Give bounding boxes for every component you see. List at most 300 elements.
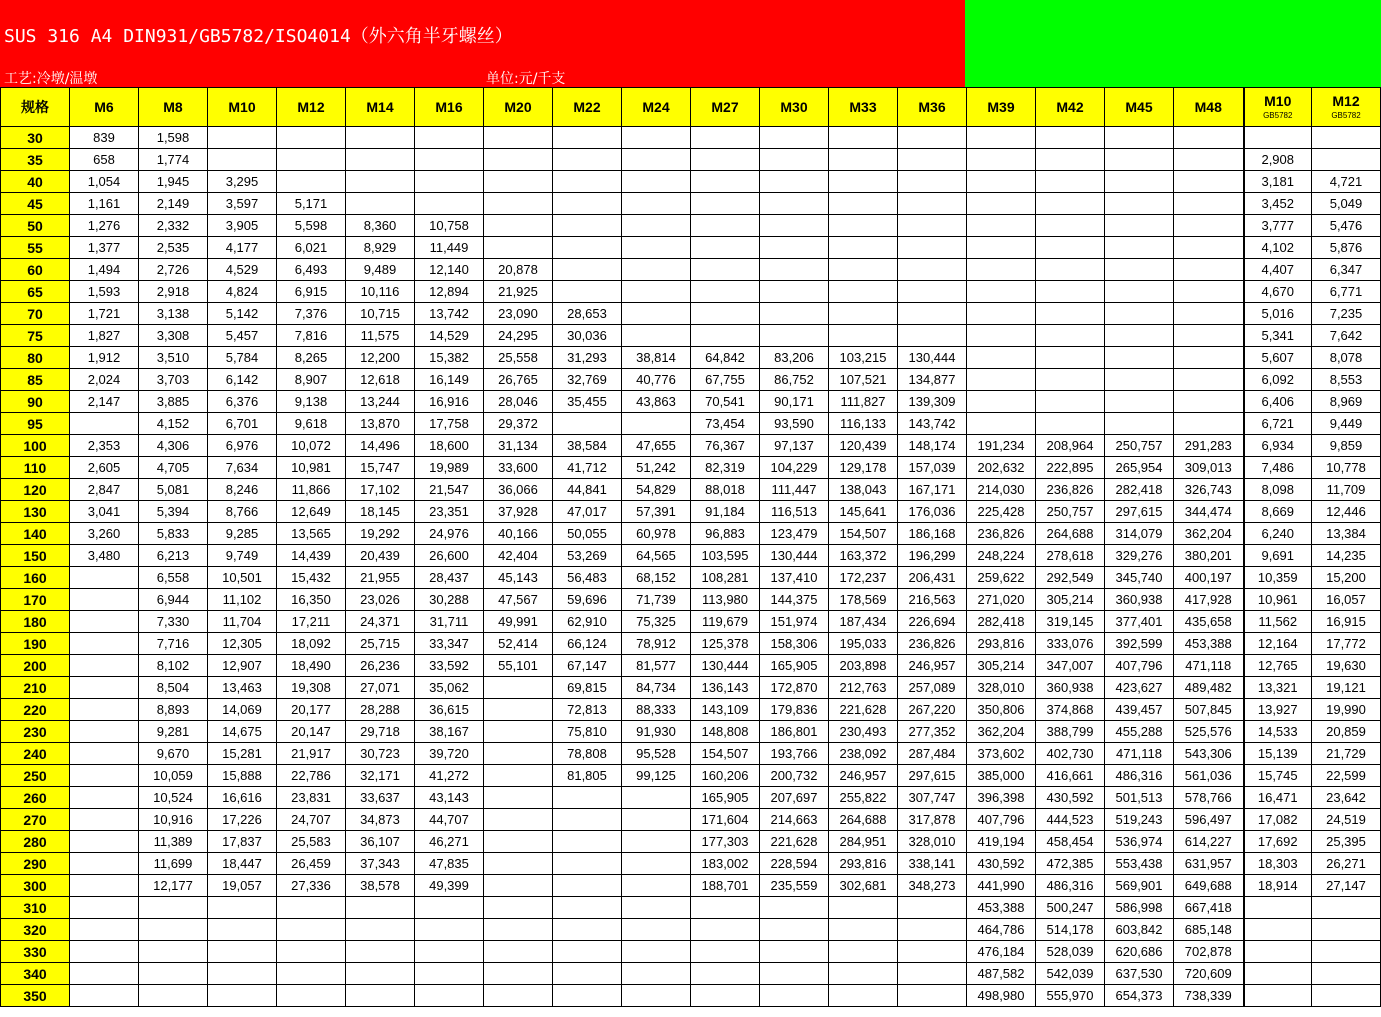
price-cell[interactable]: 291,283 [1174,435,1244,457]
price-cell[interactable] [691,963,760,985]
price-cell[interactable]: 4,177 [208,237,277,259]
price-cell[interactable] [1244,897,1312,919]
price-cell[interactable]: 32,171 [346,765,415,787]
price-cell[interactable]: 5,457 [208,325,277,347]
price-cell[interactable] [553,985,622,1007]
price-cell[interactable]: 4,529 [208,259,277,281]
price-cell[interactable]: 51,242 [622,457,691,479]
price-cell[interactable]: 498,980 [967,985,1036,1007]
price-cell[interactable]: 839 [70,127,139,149]
row-length-cell[interactable]: 340 [1,963,70,985]
price-cell[interactable]: 52,414 [484,633,553,655]
price-cell[interactable]: 578,766 [1174,787,1244,809]
price-cell[interactable]: 24,371 [346,611,415,633]
price-cell[interactable]: 11,389 [139,831,208,853]
row-length-cell[interactable]: 80 [1,347,70,369]
price-cell[interactable] [346,919,415,941]
price-cell[interactable]: 176,036 [898,501,967,523]
price-cell[interactable]: 12,765 [1244,655,1312,677]
price-cell[interactable]: 402,730 [1036,743,1105,765]
price-cell[interactable]: 11,562 [1244,611,1312,633]
price-cell[interactable] [139,963,208,985]
price-cell[interactable] [1174,413,1244,435]
price-cell[interactable] [967,215,1036,237]
row-length-cell[interactable]: 100 [1,435,70,457]
price-cell[interactable] [829,259,898,281]
price-cell[interactable]: 8,893 [139,699,208,721]
row-length-cell[interactable]: 220 [1,699,70,721]
price-cell[interactable]: 586,998 [1105,897,1174,919]
price-cell[interactable]: 59,696 [553,589,622,611]
price-cell[interactable]: 1,827 [70,325,139,347]
row-length-cell[interactable]: 150 [1,545,70,567]
price-cell[interactable]: 20,439 [346,545,415,567]
price-cell[interactable]: 30,288 [415,589,484,611]
price-cell[interactable]: 172,870 [760,677,829,699]
price-cell[interactable]: 43,143 [415,787,484,809]
price-cell[interactable]: 362,204 [967,721,1036,743]
price-cell[interactable]: 4,407 [1244,259,1312,281]
price-cell[interactable]: 631,957 [1174,853,1244,875]
price-cell[interactable] [277,941,346,963]
price-cell[interactable]: 75,810 [553,721,622,743]
price-cell[interactable]: 297,615 [898,765,967,787]
price-cell[interactable] [277,985,346,1007]
price-cell[interactable] [829,237,898,259]
price-cell[interactable]: 476,184 [967,941,1036,963]
price-cell[interactable]: 20,177 [277,699,346,721]
price-cell[interactable]: 10,501 [208,567,277,589]
price-cell[interactable] [1036,303,1105,325]
price-cell[interactable] [277,127,346,149]
price-cell[interactable] [967,281,1036,303]
price-cell[interactable]: 20,878 [484,259,553,281]
price-cell[interactable] [898,149,967,171]
price-cell[interactable]: 236,826 [1036,479,1105,501]
price-cell[interactable] [1036,391,1105,413]
price-cell[interactable]: 9,749 [208,545,277,567]
price-cell[interactable]: 14,069 [208,699,277,721]
price-cell[interactable] [70,897,139,919]
price-cell[interactable]: 4,670 [1244,281,1312,303]
price-cell[interactable] [346,149,415,171]
price-cell[interactable]: 8,553 [1312,369,1381,391]
price-cell[interactable]: 47,655 [622,435,691,457]
price-cell[interactable] [622,325,691,347]
row-length-cell[interactable]: 160 [1,567,70,589]
price-cell[interactable]: 15,382 [415,347,484,369]
price-cell[interactable] [760,259,829,281]
price-cell[interactable]: 333,076 [1036,633,1105,655]
price-cell[interactable]: 75,325 [622,611,691,633]
price-cell[interactable] [208,963,277,985]
price-cell[interactable]: 7,376 [277,303,346,325]
row-length-cell[interactable]: 30 [1,127,70,149]
price-cell[interactable]: 1,377 [70,237,139,259]
price-cell[interactable]: 15,745 [1244,765,1312,787]
price-cell[interactable]: 654,373 [1105,985,1174,1007]
price-cell[interactable] [484,941,553,963]
price-cell[interactable] [1174,369,1244,391]
price-cell[interactable]: 2,847 [70,479,139,501]
price-cell[interactable]: 24,976 [415,523,484,545]
price-cell[interactable]: 172,237 [829,567,898,589]
price-cell[interactable] [70,721,139,743]
price-cell[interactable]: 255,822 [829,787,898,809]
price-cell[interactable]: 37,343 [346,853,415,875]
price-cell[interactable]: 8,669 [1244,501,1312,523]
price-cell[interactable]: 97,137 [760,435,829,457]
price-cell[interactable]: 148,174 [898,435,967,457]
price-cell[interactable]: 500,247 [1036,897,1105,919]
price-cell[interactable] [1174,391,1244,413]
price-cell[interactable] [829,985,898,1007]
price-cell[interactable]: 111,447 [760,479,829,501]
price-cell[interactable] [277,919,346,941]
price-cell[interactable]: 178,569 [829,589,898,611]
price-cell[interactable] [484,831,553,853]
price-cell[interactable]: 160,206 [691,765,760,787]
price-cell[interactable]: 67,755 [691,369,760,391]
price-cell[interactable] [484,127,553,149]
price-cell[interactable] [1174,325,1244,347]
price-cell[interactable]: 10,961 [1244,589,1312,611]
price-cell[interactable]: 9,618 [277,413,346,435]
price-cell[interactable]: 282,418 [1105,479,1174,501]
price-cell[interactable]: 5,171 [277,193,346,215]
price-cell[interactable]: 542,039 [1036,963,1105,985]
price-cell[interactable] [829,281,898,303]
price-cell[interactable]: 7,642 [1312,325,1381,347]
price-cell[interactable]: 144,375 [760,589,829,611]
price-cell[interactable]: 49,991 [484,611,553,633]
price-cell[interactable]: 158,306 [760,633,829,655]
price-cell[interactable] [898,963,967,985]
price-cell[interactable]: 5,607 [1244,347,1312,369]
price-cell[interactable]: 18,914 [1244,875,1312,897]
price-cell[interactable]: 29,372 [484,413,553,435]
price-cell[interactable] [1105,149,1174,171]
price-cell[interactable]: 221,628 [829,699,898,721]
row-length-cell[interactable]: 310 [1,897,70,919]
price-cell[interactable]: 123,479 [760,523,829,545]
price-cell[interactable] [622,171,691,193]
price-cell[interactable]: 464,786 [967,919,1036,941]
price-cell[interactable] [70,875,139,897]
price-cell[interactable]: 458,454 [1036,831,1105,853]
price-cell[interactable] [553,831,622,853]
price-cell[interactable]: 5,081 [139,479,208,501]
price-cell[interactable]: 407,796 [1105,655,1174,677]
price-cell[interactable] [760,303,829,325]
price-cell[interactable]: 54,829 [622,479,691,501]
price-cell[interactable]: 282,418 [967,611,1036,633]
price-cell[interactable]: 30,723 [346,743,415,765]
price-cell[interactable] [760,963,829,985]
price-cell[interactable]: 96,883 [691,523,760,545]
price-cell[interactable]: 36,107 [346,831,415,853]
price-cell[interactable]: 14,533 [1244,721,1312,743]
price-cell[interactable] [898,237,967,259]
price-cell[interactable]: 17,211 [277,611,346,633]
price-cell[interactable]: 14,675 [208,721,277,743]
price-cell[interactable]: 1,598 [139,127,208,149]
price-cell[interactable]: 3,885 [139,391,208,413]
price-cell[interactable]: 22,599 [1312,765,1381,787]
price-cell[interactable]: 1,721 [70,303,139,325]
price-cell[interactable]: 528,039 [1036,941,1105,963]
price-cell[interactable]: 317,878 [898,809,967,831]
price-cell[interactable] [967,303,1036,325]
price-cell[interactable] [622,919,691,941]
price-cell[interactable]: 21,917 [277,743,346,765]
price-cell[interactable]: 3,138 [139,303,208,325]
price-cell[interactable]: 6,771 [1312,281,1381,303]
price-cell[interactable]: 702,878 [1174,941,1244,963]
price-cell[interactable] [484,787,553,809]
price-cell[interactable]: 16,916 [415,391,484,413]
row-length-cell[interactable]: 230 [1,721,70,743]
price-cell[interactable]: 344,474 [1174,501,1244,523]
price-cell[interactable]: 419,194 [967,831,1036,853]
price-cell[interactable]: 12,140 [415,259,484,281]
price-cell[interactable] [70,831,139,853]
price-cell[interactable]: 36,066 [484,479,553,501]
price-cell[interactable]: 360,938 [1036,677,1105,699]
price-cell[interactable]: 21,955 [346,567,415,589]
price-cell[interactable] [277,897,346,919]
price-cell[interactable] [1244,963,1312,985]
price-cell[interactable] [622,963,691,985]
price-cell[interactable]: 26,271 [1312,853,1381,875]
price-cell[interactable]: 1,593 [70,281,139,303]
price-cell[interactable] [484,853,553,875]
price-cell[interactable]: 62,910 [553,611,622,633]
price-cell[interactable] [691,193,760,215]
price-cell[interactable]: 154,507 [691,743,760,765]
price-cell[interactable]: 620,686 [1105,941,1174,963]
price-cell[interactable]: 257,089 [898,677,967,699]
price-cell[interactable]: 444,523 [1036,809,1105,831]
price-cell[interactable] [1174,259,1244,281]
price-cell[interactable]: 1,161 [70,193,139,215]
price-cell[interactable] [70,919,139,941]
price-cell[interactable] [622,215,691,237]
price-cell[interactable]: 292,549 [1036,567,1105,589]
price-cell[interactable] [346,171,415,193]
price-cell[interactable] [1036,215,1105,237]
price-cell[interactable] [139,897,208,919]
price-cell[interactable] [622,985,691,1007]
price-cell[interactable] [1036,325,1105,347]
price-cell[interactable]: 56,483 [553,567,622,589]
price-cell[interactable] [70,787,139,809]
price-cell[interactable]: 441,990 [967,875,1036,897]
price-cell[interactable]: 25,715 [346,633,415,655]
price-cell[interactable] [829,325,898,347]
price-cell[interactable]: 4,306 [139,435,208,457]
price-cell[interactable]: 68,152 [622,567,691,589]
price-cell[interactable]: 23,090 [484,303,553,325]
price-cell[interactable]: 230,493 [829,721,898,743]
price-cell[interactable] [1244,941,1312,963]
price-cell[interactable]: 6,944 [139,589,208,611]
price-cell[interactable]: 555,970 [1036,985,1105,1007]
price-cell[interactable] [1105,347,1174,369]
price-cell[interactable]: 40,166 [484,523,553,545]
price-cell[interactable]: 5,876 [1312,237,1381,259]
price-cell[interactable] [70,963,139,985]
price-cell[interactable]: 91,930 [622,721,691,743]
price-cell[interactable]: 259,622 [967,567,1036,589]
price-cell[interactable]: 222,895 [1036,457,1105,479]
price-cell[interactable]: 18,447 [208,853,277,875]
price-cell[interactable]: 35,062 [415,677,484,699]
price-cell[interactable]: 84,734 [622,677,691,699]
row-length-cell[interactable]: 260 [1,787,70,809]
price-cell[interactable] [622,897,691,919]
price-cell[interactable]: 25,558 [484,347,553,369]
price-cell[interactable]: 11,699 [139,853,208,875]
price-cell[interactable]: 72,813 [553,699,622,721]
price-cell[interactable]: 207,697 [760,787,829,809]
price-cell[interactable]: 553,438 [1105,853,1174,875]
row-length-cell[interactable]: 210 [1,677,70,699]
price-cell[interactable]: 28,046 [484,391,553,413]
price-cell[interactable]: 186,801 [760,721,829,743]
price-cell[interactable]: 5,016 [1244,303,1312,325]
price-cell[interactable]: 17,837 [208,831,277,853]
price-cell[interactable] [967,347,1036,369]
price-cell[interactable]: 37,928 [484,501,553,523]
price-cell[interactable]: 20,859 [1312,721,1381,743]
price-cell[interactable] [139,941,208,963]
price-cell[interactable]: 2,147 [70,391,139,413]
price-cell[interactable]: 7,716 [139,633,208,655]
price-cell[interactable]: 2,535 [139,237,208,259]
price-cell[interactable] [553,875,622,897]
price-cell[interactable] [691,303,760,325]
price-cell[interactable]: 1,276 [70,215,139,237]
price-cell[interactable] [1312,985,1381,1007]
price-cell[interactable] [553,853,622,875]
price-cell[interactable]: 543,306 [1174,743,1244,765]
price-cell[interactable] [1312,941,1381,963]
price-cell[interactable]: 396,398 [967,787,1036,809]
price-cell[interactable]: 4,152 [139,413,208,435]
price-cell[interactable]: 17,226 [208,809,277,831]
price-cell[interactable]: 236,826 [898,633,967,655]
price-cell[interactable]: 40,776 [622,369,691,391]
price-cell[interactable]: 7,816 [277,325,346,347]
price-cell[interactable]: 11,866 [277,479,346,501]
price-cell[interactable]: 13,244 [346,391,415,413]
price-cell[interactable]: 36,615 [415,699,484,721]
price-cell[interactable]: 345,740 [1105,567,1174,589]
price-cell[interactable]: 15,200 [1312,567,1381,589]
price-cell[interactable] [1105,281,1174,303]
price-cell[interactable] [691,919,760,941]
price-cell[interactable] [346,985,415,1007]
price-cell[interactable]: 8,504 [139,677,208,699]
price-cell[interactable]: 31,293 [553,347,622,369]
price-cell[interactable]: 5,394 [139,501,208,523]
price-cell[interactable]: 19,308 [277,677,346,699]
price-cell[interactable]: 3,480 [70,545,139,567]
price-cell[interactable]: 2,024 [70,369,139,391]
price-cell[interactable] [415,193,484,215]
price-cell[interactable]: 113,980 [691,589,760,611]
price-cell[interactable] [553,127,622,149]
price-cell[interactable] [760,919,829,941]
price-cell[interactable] [1036,259,1105,281]
price-cell[interactable]: 18,600 [415,435,484,457]
price-cell[interactable]: 196,299 [898,545,967,567]
price-cell[interactable] [1312,919,1381,941]
price-cell[interactable] [553,171,622,193]
price-cell[interactable] [1036,193,1105,215]
price-cell[interactable]: 5,142 [208,303,277,325]
price-cell[interactable] [1105,303,1174,325]
price-cell[interactable]: 33,592 [415,655,484,677]
price-cell[interactable]: 486,316 [1105,765,1174,787]
price-cell[interactable] [622,875,691,897]
price-cell[interactable] [691,149,760,171]
price-cell[interactable]: 8,766 [208,501,277,523]
price-cell[interactable]: 83,206 [760,347,829,369]
price-cell[interactable]: 8,929 [346,237,415,259]
price-cell[interactable] [484,193,553,215]
price-cell[interactable]: 18,490 [277,655,346,677]
price-cell[interactable]: 614,227 [1174,831,1244,853]
price-cell[interactable]: 5,833 [139,523,208,545]
price-cell[interactable]: 34,873 [346,809,415,831]
price-cell[interactable]: 214,030 [967,479,1036,501]
price-cell[interactable]: 302,681 [829,875,898,897]
price-cell[interactable]: 246,957 [829,765,898,787]
price-cell[interactable]: 23,642 [1312,787,1381,809]
price-cell[interactable]: 47,835 [415,853,484,875]
price-cell[interactable] [208,897,277,919]
price-cell[interactable]: 139,309 [898,391,967,413]
price-cell[interactable] [967,149,1036,171]
price-cell[interactable] [1105,193,1174,215]
price-cell[interactable] [208,985,277,1007]
price-cell[interactable]: 3,181 [1244,171,1312,193]
price-cell[interactable] [829,963,898,985]
price-cell[interactable]: 12,446 [1312,501,1381,523]
price-cell[interactable]: 12,894 [415,281,484,303]
price-cell[interactable]: 23,351 [415,501,484,523]
row-length-cell[interactable]: 330 [1,941,70,963]
price-cell[interactable]: 16,915 [1312,611,1381,633]
price-cell[interactable]: 26,459 [277,853,346,875]
price-cell[interactable]: 569,901 [1105,875,1174,897]
price-cell[interactable]: 4,824 [208,281,277,303]
price-cell[interactable]: 202,632 [967,457,1036,479]
row-length-cell[interactable]: 290 [1,853,70,875]
price-cell[interactable] [898,325,967,347]
price-cell[interactable] [1174,237,1244,259]
price-cell[interactable]: 12,164 [1244,633,1312,655]
price-cell[interactable]: 246,957 [898,655,967,677]
price-cell[interactable]: 19,057 [208,875,277,897]
price-cell[interactable]: 536,974 [1105,831,1174,853]
price-cell[interactable]: 3,777 [1244,215,1312,237]
price-cell[interactable]: 10,916 [139,809,208,831]
price-cell[interactable]: 7,235 [1312,303,1381,325]
price-cell[interactable]: 293,816 [967,633,1036,655]
